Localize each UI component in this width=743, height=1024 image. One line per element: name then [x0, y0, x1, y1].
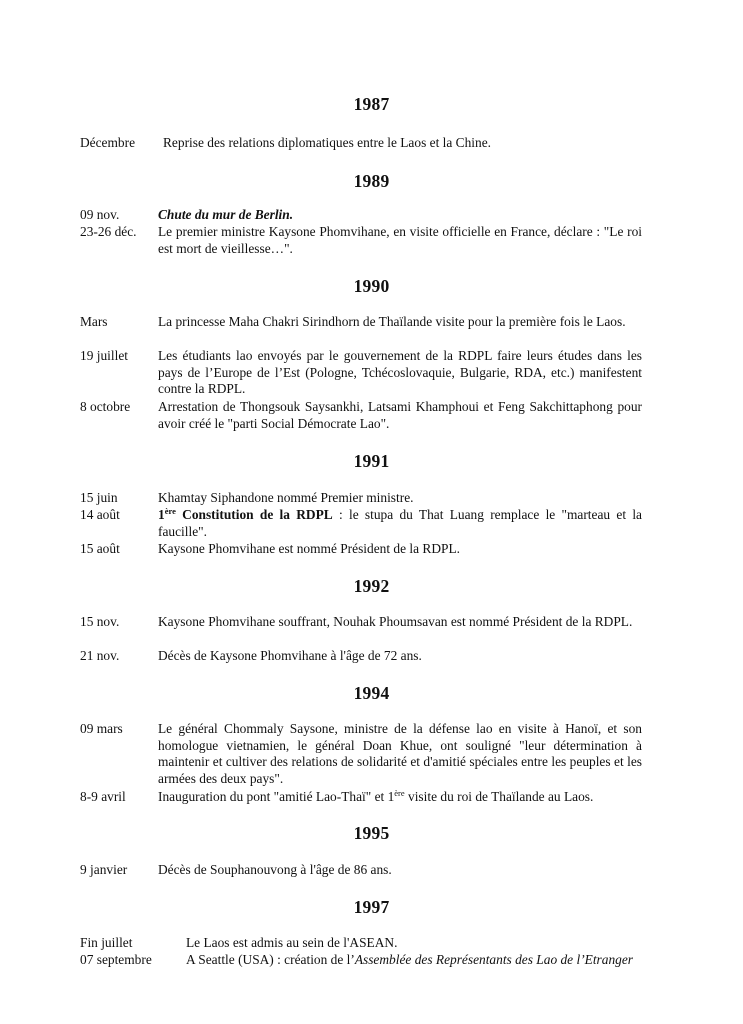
- entry-text-bold-number: 1: [158, 507, 165, 522]
- entry-text-bold: Constitution de la RDPL: [175, 507, 333, 522]
- entry-text-main: Inauguration du pont "amitié Lao-Thaï" et 1: [158, 789, 395, 804]
- entry-text: Arrestation de Thongsouk Saysankhi, Latsami Khamphoui et Feng Sakchittaphong pour avoir créé le "parti Social Démocrate Lao".: [158, 399, 642, 431]
- entry-text-rest: visite du roi de Thaïlande au Laos.: [404, 789, 594, 804]
- entry-text-superscript: ère: [164, 506, 176, 516]
- entry-text-italic: Assemblée des Représentants des Lao de l’Etranger: [354, 952, 634, 967]
- entry-date: 15 nov.: [80, 614, 120, 629]
- entry-text: Décès de Souphanouvong à l'âge de 86 ans.: [158, 862, 392, 877]
- entry-text: Reprise des relations diplomatiques entre le Laos et la Chine.: [163, 135, 491, 150]
- entry-date: Décembre: [80, 135, 136, 150]
- entry-text: Chute du mur de Berlin.: [158, 207, 294, 222]
- entry-text: [158, 507, 642, 540]
- year-heading: 1994: [353, 683, 390, 703]
- entry-date: 09 mars: [80, 721, 123, 736]
- entry-date: 8 octobre: [80, 399, 131, 414]
- entry-text: Khamtay Siphandone nommé Premier ministre.: [158, 490, 414, 505]
- entry-date: 23-26 déc.: [80, 224, 137, 239]
- entry-date: 9 janvier: [80, 862, 128, 877]
- year-heading: 1995: [353, 823, 390, 843]
- entry-text-superscript: ère: [394, 788, 405, 798]
- entry-date: 8-9 avril: [80, 789, 126, 804]
- year-heading: 1992: [353, 576, 390, 596]
- entry-date: 07 septembre: [80, 952, 152, 967]
- year-heading: 1987: [353, 94, 390, 114]
- entry-text-main: A Seattle (USA) : création de l’: [186, 952, 355, 967]
- entry-text: Les étudiants lao envoyés par le gouvernement de la RDPL faire leurs études dans les pays de l’Europe de l’Est (Pologne, Tchécoslovaquie, Bulgarie, RDA, etc.) manifestent contre la RDPL.: [158, 348, 642, 396]
- entry-date: Fin juillet: [80, 935, 133, 950]
- entry-date: Mars: [80, 314, 108, 329]
- entry-text: Kaysone Phomvihane est nommé Président de la RDPL.: [158, 541, 460, 556]
- year-heading: 1991: [353, 451, 390, 471]
- year-heading: 1989: [353, 171, 390, 191]
- entry-date: 09 nov.: [80, 207, 120, 222]
- entry-text: Décès de Kaysone Phomvihane à l'âge de 72 ans.: [158, 648, 422, 663]
- entry-date: 15 août: [80, 541, 120, 556]
- entry-text: Kaysone Phomvihane souffrant, Nouhak Phoumsavan est nommé Président de la RDPL.: [158, 614, 633, 629]
- entry-date: 21 nov.: [80, 648, 120, 663]
- year-heading: 1997: [353, 897, 390, 917]
- entry-date: 19 juillet: [80, 348, 128, 363]
- entry-text: [158, 789, 648, 806]
- entry-text: La princesse Maha Chakri Sirindhorn de Thaïlande visite pour la première fois le Laos.: [158, 314, 626, 329]
- entry-text-rest: : le stupa du That Luang remplace le "marteau et la faucille".: [158, 507, 642, 539]
- year-heading: 1990: [353, 276, 390, 296]
- entry-date: 14 août: [80, 507, 120, 522]
- entry-text: Le premier ministre Kaysone Phomvihane, en visite officielle en France, déclare : "Le roi est mort de vieillesse…".: [158, 224, 642, 256]
- entry-text: Le général Chommaly Saysone, ministre de la défense lao en visite à Hanoï, et son homologue vietnamien, le général Doan Khue, ont souligné "leur détermination à maintenir et cultiver des relations de solidarité et d'amitié spéciales entre les peuples et les armées des deux pays".: [158, 721, 642, 786]
- entry-text: [186, 952, 642, 969]
- entry-date: 15 juin: [80, 490, 118, 505]
- entry-text: Le Laos est admis au sein de l'ASEAN.: [186, 935, 398, 950]
